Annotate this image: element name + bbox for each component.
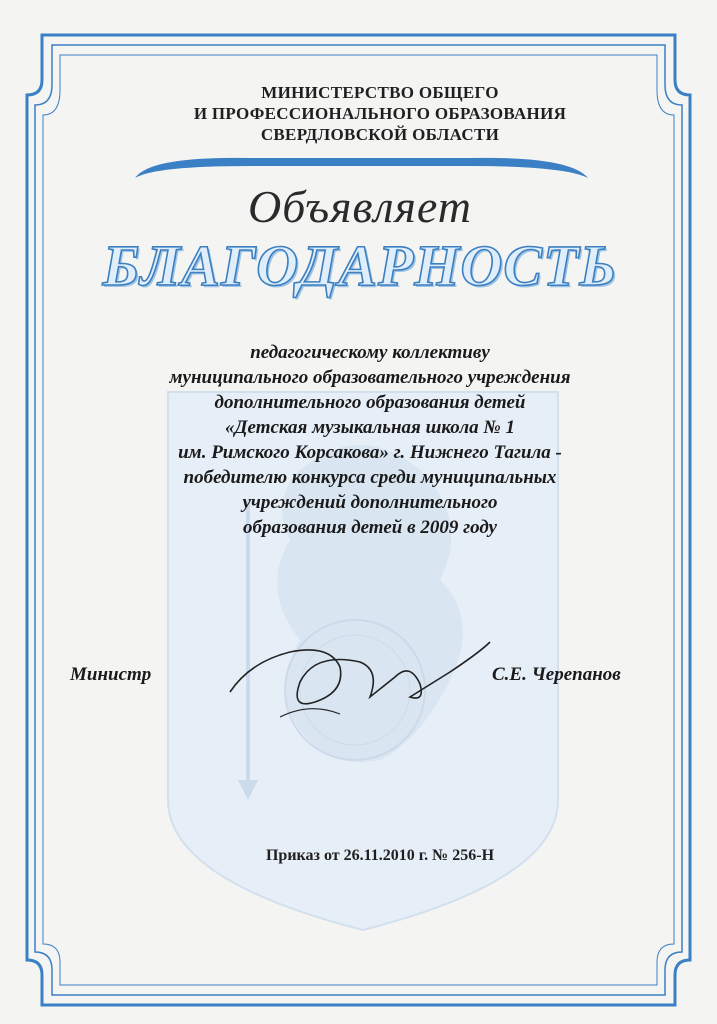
award-text: [110, 340, 630, 540]
award-text-line: муниципального образовательного учреждения: [169, 367, 571, 388]
header-line-1: МИНИСТЕРСТВО ОБЩЕГО: [261, 83, 499, 102]
header-line-3: СВЕРДЛОВСКОЙ ОБЛАСТИ: [260, 125, 500, 144]
ministry-header: [120, 82, 640, 145]
order-reference: Приказ от 26.11.2010 г. № 256-Н: [265, 847, 495, 864]
gratitude-title: БЛАГОДАРНОСТЬ: [102, 233, 618, 298]
award-text-line: учреждений дополнительного: [242, 492, 498, 513]
announces-title: Объявляет: [248, 181, 472, 232]
award-text-line: победителю конкурса среди муниципальных: [183, 467, 557, 488]
header-line-2: И ПРОФЕССИОНАЛЬНОГО ОБРАЗОВАНИЯ: [193, 104, 567, 123]
minister-name: С.Е. Черепанов: [492, 664, 621, 685]
handwritten-signature: [220, 622, 500, 732]
award-text-line: дополнительного образования детей: [214, 392, 526, 413]
minister-title: Министр: [70, 664, 152, 685]
award-text-line: им. Римского Корсакова» г. Нижнего Тагила -: [178, 442, 562, 463]
award-text-line: «Детская музыкальная школа № 1: [225, 417, 515, 438]
award-text-line: образования детей в 2009 году: [243, 517, 497, 538]
award-text-line: педагогическому коллективу: [250, 342, 490, 363]
